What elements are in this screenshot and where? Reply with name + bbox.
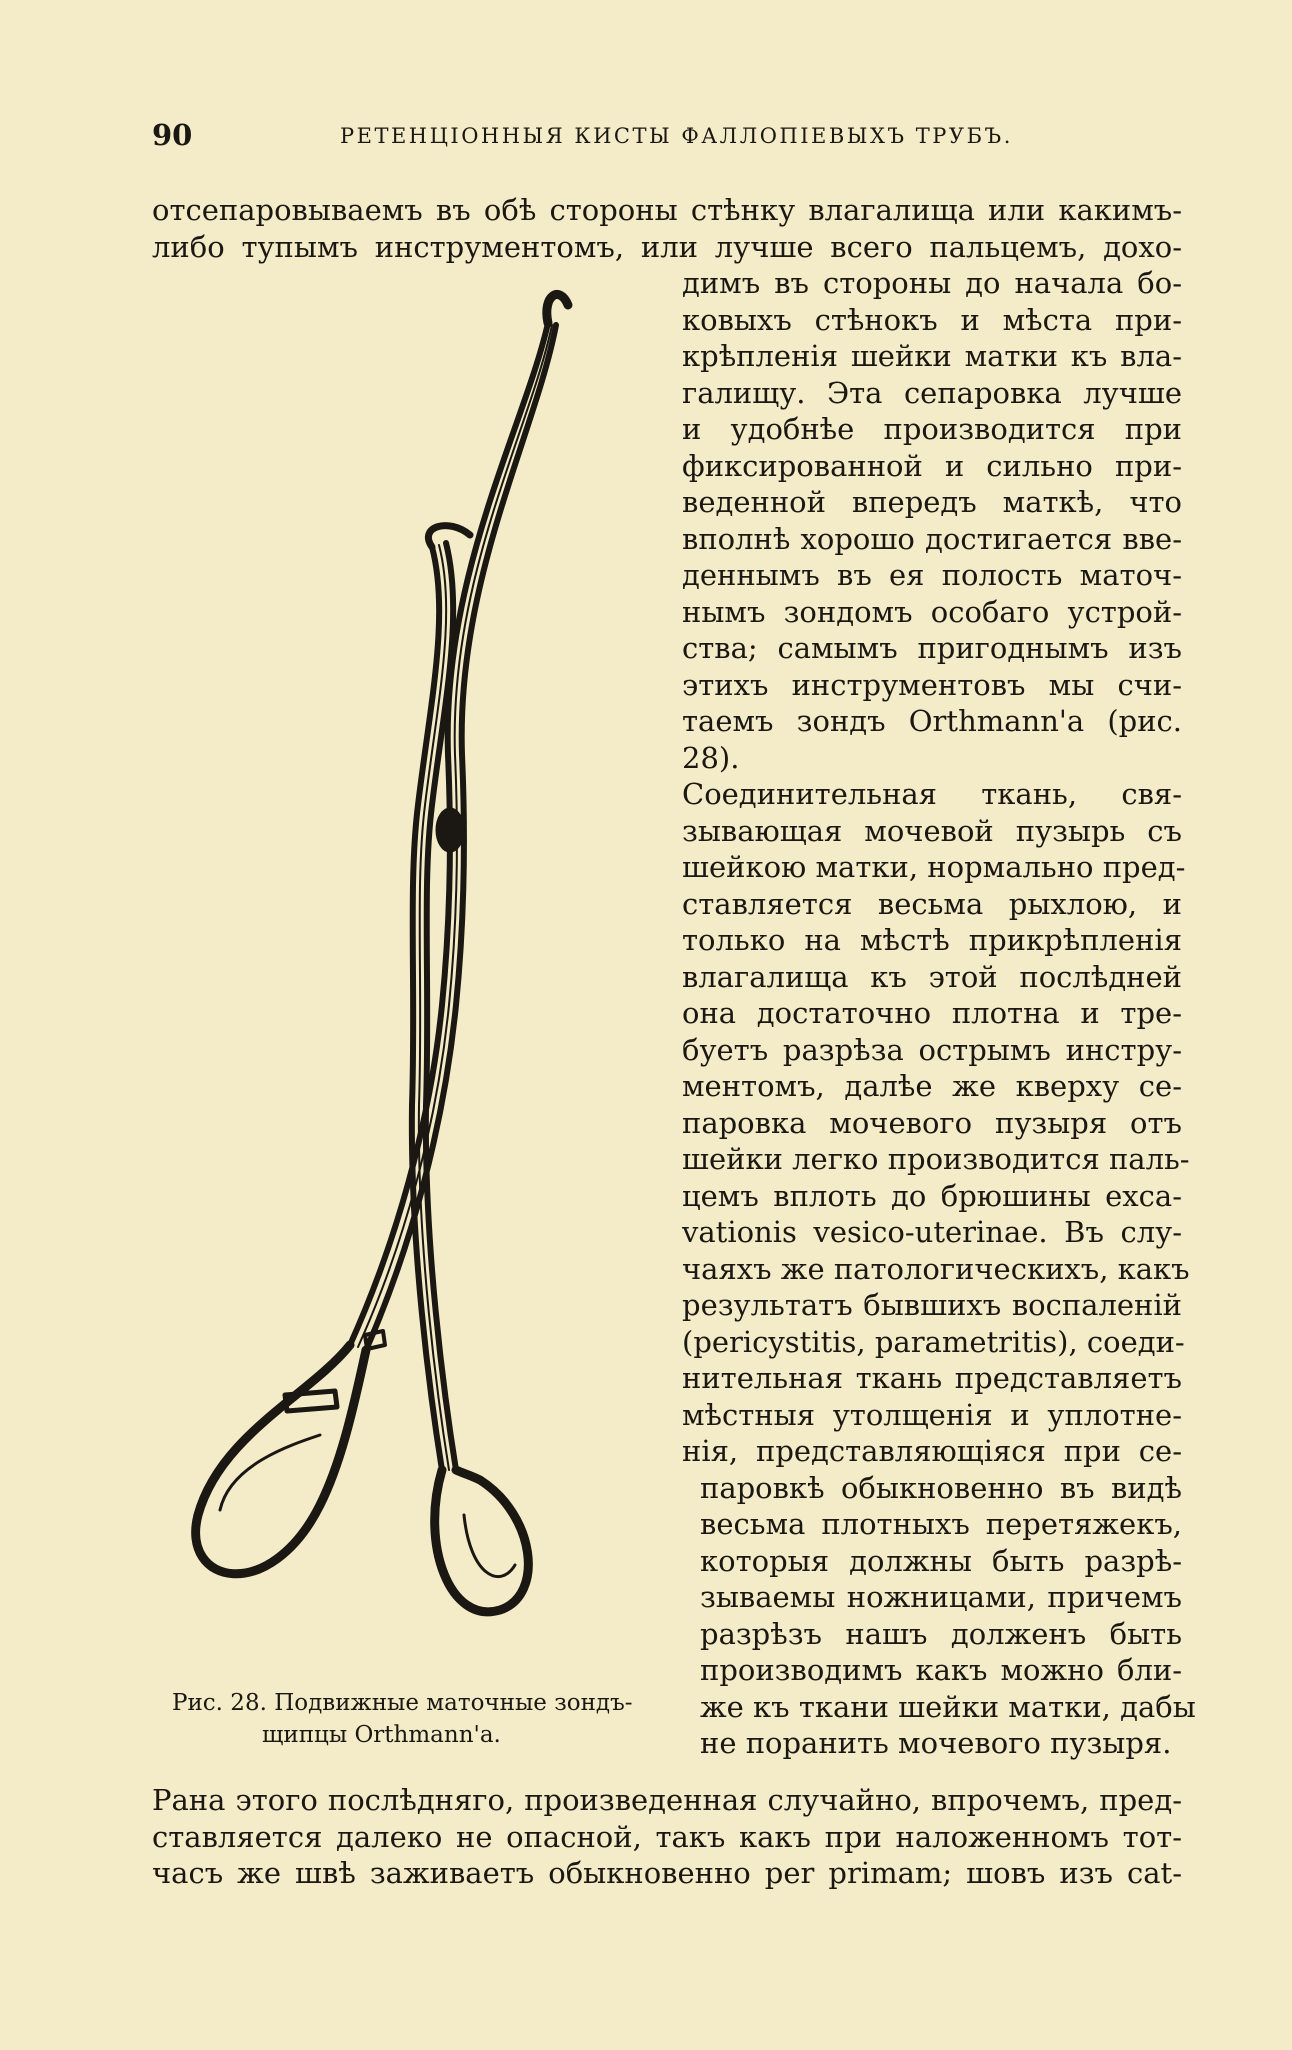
text-line: деннымъ въ ея полость маточ-	[682, 558, 1182, 592]
text-line: таемъ зондъ Orthmann'а (рис.	[682, 704, 1182, 738]
text-line: вполнѣ хорошо достигается вве-	[682, 521, 1182, 556]
text-line: нія, представляющіяся при се-	[682, 1434, 1182, 1468]
running-title: РЕТЕНЦІОННЫЯ КИСТЫ ФАЛЛОПІЕВЫХЪ ТРУБЪ.	[340, 124, 1013, 148]
text-line: (pericystitis, parametritis), соеди-	[682, 1324, 1185, 1359]
text-line: ковыхъ стѣнокъ и мѣста при-	[682, 302, 1182, 337]
text-line: буетъ разрѣза острымъ инстру-	[682, 1032, 1182, 1067]
text-line: ства; самымъ пригоднымъ изъ	[682, 631, 1182, 665]
text-line: которыя должны быть разрѣ-	[700, 1543, 1182, 1578]
text-line: мѣстныя утолщенія и уплотне-	[682, 1397, 1182, 1432]
figure-caption-line1: Рис. 28. Подвижные маточные зондъ-	[172, 1690, 633, 1716]
text-line: галищу. Эта сепаровка лучше	[682, 375, 1182, 410]
text-line: паровка мочевого пузыря отъ	[682, 1105, 1182, 1140]
text-line: Соединительная ткань, свя-	[682, 777, 1182, 811]
text-line: vationis vesico-uterinae. Въ слу-	[682, 1215, 1182, 1249]
text-line: либо тупымъ инструментомъ, или лучше всего пальцемъ, дохо-	[152, 229, 1182, 264]
figure-caption-line2: щипцы Orthmann'a.	[262, 1722, 501, 1748]
text-line: паровкѣ обыкновенно въ видѣ	[700, 1470, 1182, 1505]
text-line: отсепаровываемъ въ обѣ стороны стѣнку влагалища или какимъ-	[152, 193, 1182, 227]
text-line: димъ въ стороны до начала бо-	[682, 266, 1182, 300]
text-line: и удобнѣе производится при	[682, 412, 1182, 446]
text-line: не поранить мочевого пузыря.	[700, 1726, 1172, 1760]
text-line: Рана этого послѣдняго, произведенная случайно, впрочемъ, пред-	[152, 1783, 1182, 1817]
text-line: часъ же швѣ заживаетъ обыкновенно per primam; шовъ изъ cat-	[152, 1856, 1182, 1890]
text-line: производимъ какъ можно бли-	[700, 1653, 1182, 1687]
text-line: разрѣзъ нашъ долженъ быть	[700, 1616, 1182, 1651]
text-line: цемъ вплоть до брюшины exca-	[682, 1178, 1182, 1213]
text-line: нительная ткань представляетъ	[682, 1361, 1182, 1395]
text-line: только на мѣстѣ прикрѣпленія	[682, 923, 1182, 957]
text-line: шейки легко производится паль-	[682, 1142, 1190, 1176]
text-line: веденной впередъ маткѣ, что	[682, 485, 1182, 519]
text-line: результатъ бывшихъ воспаленій	[682, 1288, 1182, 1322]
text-line: весьма плотныхъ перетяжекъ,	[700, 1507, 1182, 1541]
text-line: зывающая мочевой пузырь съ	[682, 813, 1182, 848]
forceps-illustration-icon	[180, 285, 640, 1680]
text-line: этихъ инструментовъ мы счи-	[682, 667, 1182, 702]
text-line: 28).	[682, 740, 740, 775]
page-header	[152, 118, 1182, 158]
text-line: ментомъ, далѣе же кверху се-	[682, 1069, 1182, 1103]
text-line: фиксированной и сильно при-	[682, 448, 1182, 483]
text-line: шейкою матки, нормально пред-	[682, 850, 1186, 884]
text-line: влагалища къ этой послѣдней	[682, 959, 1182, 994]
text-line: нымъ зондомъ особаго устрой-	[682, 594, 1182, 629]
text-line: ставляется далеко не опасной, такъ какъ при наложенномъ тот-	[152, 1819, 1182, 1854]
text-line: чаяхъ же патологическихъ, какъ	[682, 1251, 1190, 1286]
text-line: крѣпленія шейки матки къ вла-	[682, 339, 1182, 373]
text-line: она достаточно плотна и тре-	[682, 996, 1182, 1030]
text-line: ставляется весьма рыхлою, и	[682, 886, 1182, 921]
text-line: зываемы ножницами, причемъ	[700, 1580, 1182, 1614]
page-number: 90	[152, 118, 193, 152]
text-line: же къ ткани шейки матки, дабы	[700, 1689, 1196, 1724]
